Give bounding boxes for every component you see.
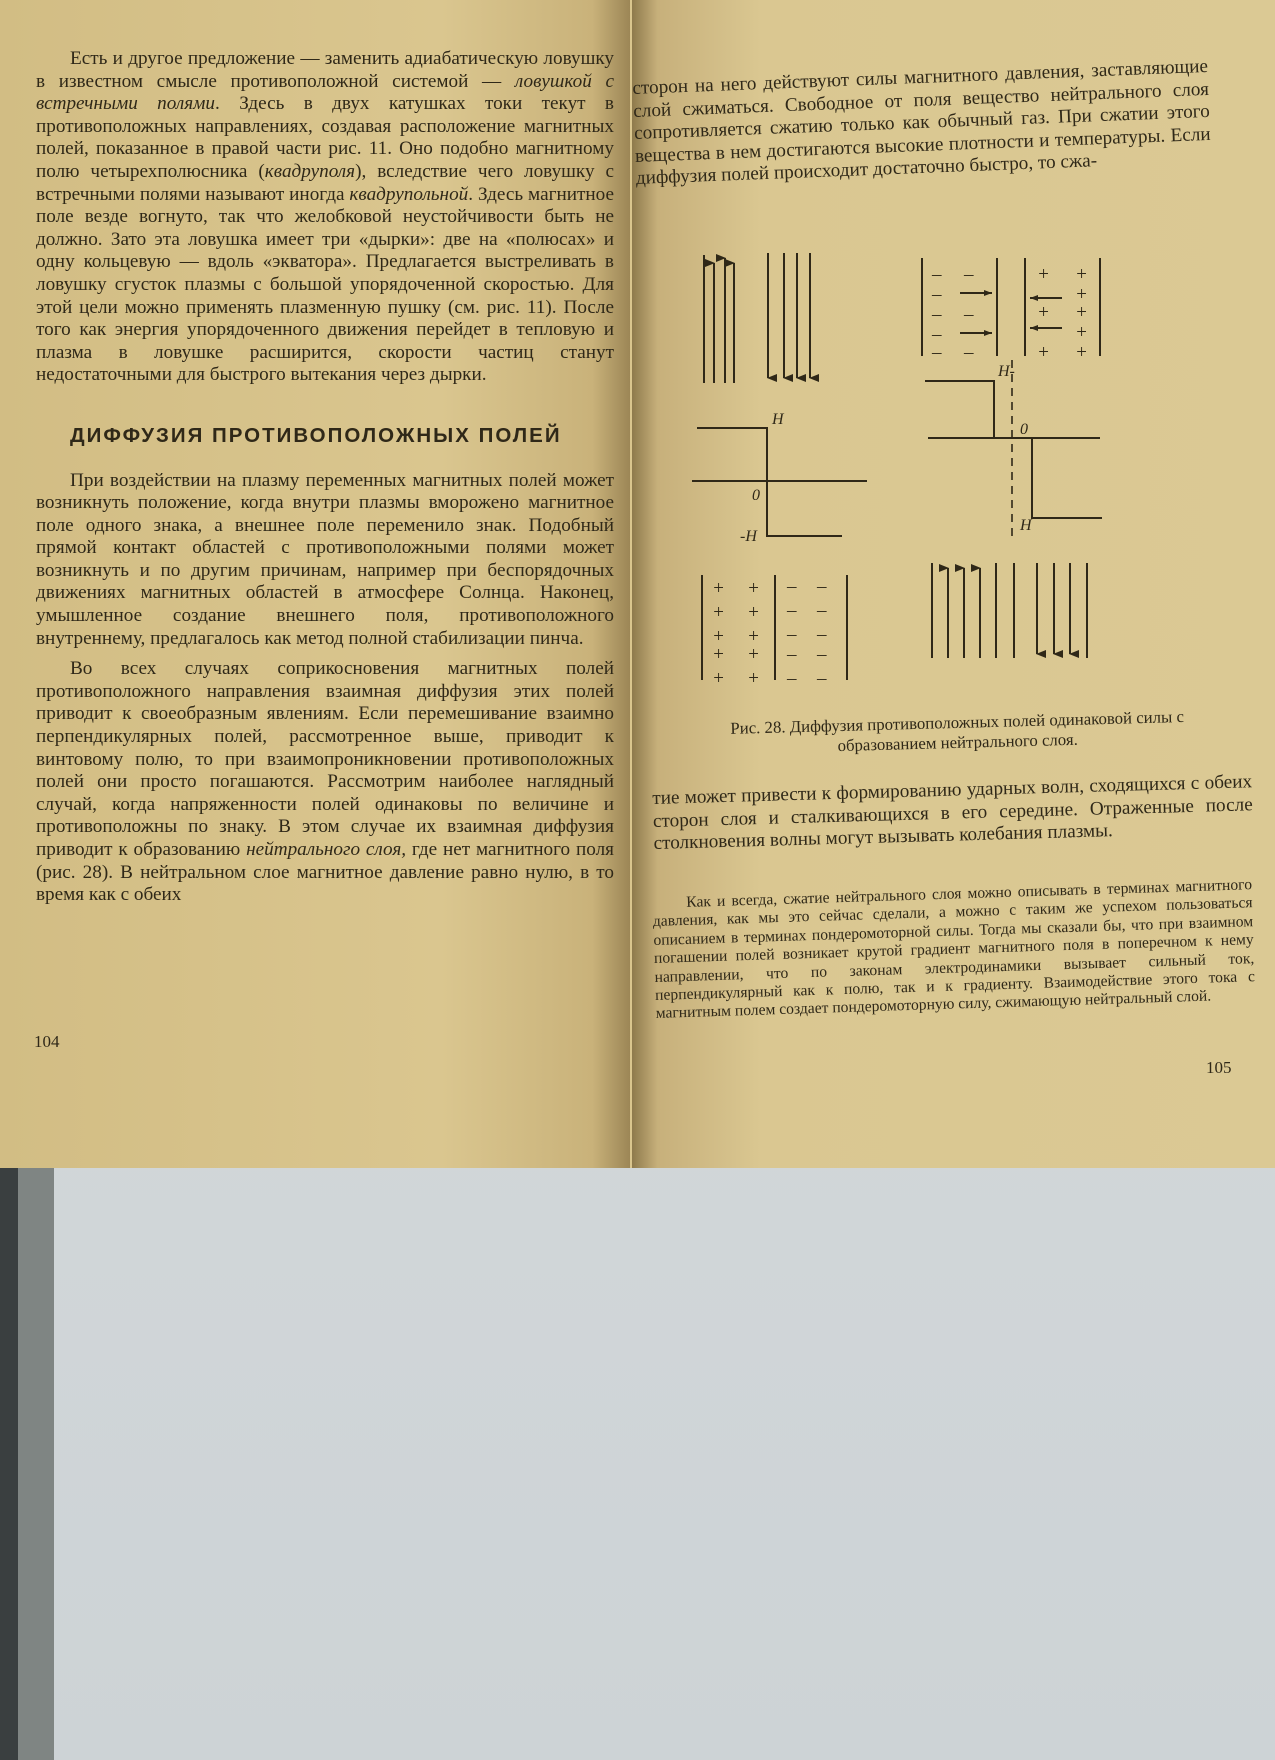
- page-number-right: 105: [1206, 1058, 1232, 1077]
- scanner-edge-shadow: [18, 1160, 54, 1760]
- scanner-edge: [0, 1160, 18, 1760]
- right-page-top-text: сторон на него действуют силы магнитного давления, заставляющие слой сжиматься. Свободное от поля вещество нейтрального слоя сопротивляется сжатию только как обычный газ. При сжатии этого вещества в нем достигаются высокие плотности и температуры. Если диффузия полей происходит достаточно быстро, то сжа-: [632, 55, 1211, 190]
- charge-plus: +: [1075, 284, 1088, 305]
- right-page: [632, 0, 1275, 1168]
- charge-plus: +: [1075, 302, 1088, 323]
- charge-minus: –: [964, 304, 974, 325]
- charge-minus: –: [787, 624, 797, 645]
- label-h-dash: H-: [998, 363, 1015, 380]
- charge-minus: –: [817, 576, 827, 597]
- label-minus-h: -H: [740, 528, 757, 545]
- charge-plus: +: [712, 578, 725, 599]
- charge-plus: +: [1075, 322, 1088, 343]
- charge-plus: +: [712, 602, 725, 623]
- charge-plus: +: [712, 668, 725, 689]
- charge-minus: –: [787, 576, 797, 597]
- charge-plus: +: [747, 602, 760, 623]
- charge-minus: –: [817, 644, 827, 665]
- charge-minus: –: [787, 668, 797, 689]
- charge-minus: –: [817, 668, 827, 689]
- paragraph-diffusion: При воздействии на плазму переменных магнитных полей может возникнуть положение, когда внутри плазмы вморожено магнитное поле одного знака, а внешнее поле переменило знак. Подобный прямой контакт областей с противоположными полями может возникнуть и по другим причинам, например при беспорядочных движениях магнитных областей в атмосфере Солнца. Наконец, умышленное создание внешнего поля, противоположного внутреннему, предлагалось как метод полной стабилизации пинча.: [36, 469, 614, 649]
- charge-plus: +: [1037, 342, 1050, 363]
- label-zero-right: 0: [1020, 421, 1028, 438]
- charge-minus: –: [787, 600, 797, 621]
- label-h-right: H: [1020, 517, 1032, 534]
- charge-plus: +: [747, 578, 760, 599]
- label-h-left: H: [772, 411, 784, 428]
- charge-minus: –: [932, 304, 942, 325]
- label-zero-left: 0: [752, 487, 760, 504]
- charge-minus: –: [817, 624, 827, 645]
- charge-plus: +: [1075, 264, 1088, 285]
- charge-plus: +: [712, 644, 725, 665]
- figure-28: [692, 238, 1252, 718]
- field-lines-initial: [704, 253, 810, 383]
- right-page-small-text: Как и всегда, сжатие нейтрального слоя можно описывать в терминах магнитного давления, как мы это сейчас сделали, а можно с таким же успехом пользоваться описанием в терминах пондеромоторной силы. Тогда мы сказали бы, что при взаимном погашении полей возникает крутой градиент магнитного поля в поперечном к нему направлении, что по законам электродинамики вызывает сильный ток, перпендикулярный как к полю, так и к градиенту. Взаимодействие этого тока с магнитным полем создает пондеромоторную силу, сжимающую нейтральный слой.: [652, 876, 1256, 1023]
- field-lines-neutral: [932, 563, 1087, 658]
- charge-plus: +: [747, 644, 760, 665]
- section-heading: ДИФФУЗИЯ ПРОТИВОПОЛОЖНЫХ ПОЛЕЙ: [70, 423, 562, 447]
- charge-minus: –: [787, 644, 797, 665]
- charge-minus: –: [932, 284, 942, 305]
- current-layer-compressed: [922, 258, 1100, 356]
- charge-plus: +: [1075, 342, 1088, 363]
- charge-minus: –: [932, 264, 942, 285]
- charge-plus: +: [747, 668, 760, 689]
- figure-diagram: [692, 238, 1252, 718]
- charge-plus: +: [747, 626, 760, 647]
- left-page: [0, 0, 630, 1168]
- page-number-left: 104: [34, 1032, 60, 1051]
- left-page-text: [36, 48, 614, 907]
- charge-plus: +: [1037, 302, 1050, 323]
- charge-plus: +: [712, 626, 725, 647]
- charge-plus: +: [1037, 264, 1050, 285]
- charge-minus: –: [964, 264, 974, 285]
- charge-minus: –: [932, 342, 942, 363]
- field-profile-neutral: [925, 360, 1102, 538]
- figure-caption: Рис. 28. Диффузия противоположных полей одинаковой силы с образованием нейтрального слоя.: [730, 706, 1185, 755]
- charge-minus: –: [817, 600, 827, 621]
- right-page-after-text: тие может привести к формированию ударных волн, сходящихся с обеих сторон слоя и сталкивающихся в его середине. Отраженные после столкновения волны могут вызывать колебания плазмы.: [652, 771, 1253, 855]
- paragraph-trap: Есть и другое предложение — заменить адиабатическую ловушку в известном смысле противоположной системой — ловушкой с встречными полями. Здесь в двух катушках токи текут в противоположных направлениях, создавая расположение магнитных полей, показанное в правой части рис. 11. Оно подобно магнитному полю четырехполюсника (квадруполя), вследствие чего ловушку с встречными полями называют иногда квадрупольной. Здесь магнитное поле везде вогнуто, так что желобковой неустойчивости быть не должно. Зато эта ловушка имеет три «дырки»: две на «полюсах» и одну кольцевую — вдоль «экватора». Предлагается выстреливать в ловушку сгусток плазмы с большой упорядоченной скоростью. Для этой цели можно применять плазменную пушку (см. рис. 11). После того как энергия упорядоченного движения перейдет в тепловую и плазма в ловушке расширится, скорости частиц станут недостаточными для быстрого вытекания через дырки.: [36, 48, 615, 386]
- charge-minus: –: [932, 324, 942, 345]
- paragraph-contact: Во всех случаях соприкосновения магнитных полей противоположного направления взаимная диффузия этих полей приводит к своеобразным явлениям. Если перемешивание взаимно перпендикулярных полей, рассмотренное выше, приводит к винтовому полю, то при взаимопроникновении противоположных полей они просто погашаются. Рассмотрим наиболее наглядный случай, когда напряженности полей одинаковы по величине и противоположны по знаку. В этом случае их взаимная диффузия приводит к образованию нейтрального слоя, где нет магнитного поля (рис. 28). В нейтральном слое магнитное давление равно нулю, в то время как с обеих: [36, 658, 614, 906]
- field-profile-initial: [692, 428, 867, 536]
- charge-minus: –: [964, 342, 974, 363]
